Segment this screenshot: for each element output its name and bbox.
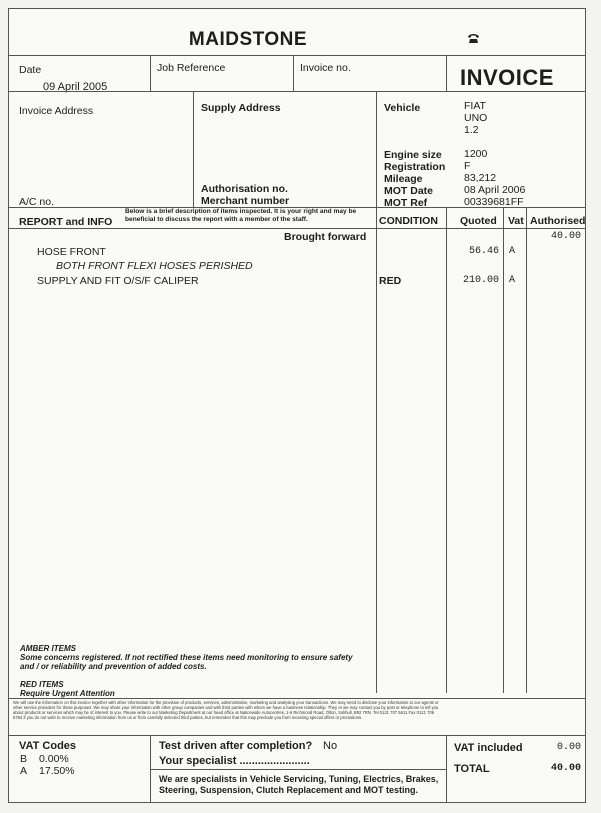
mot-date-label: MOT Date <box>384 185 434 197</box>
mot-date-value: 08 April 2006 <box>464 184 526 196</box>
amber-items-text: Some concerns registered. If not rectified these items need monitoring to ensure safety and / or reliability and prevention of added costs. <box>20 653 353 671</box>
specialist-label: Your specialist ....................... <box>159 755 310 767</box>
amber-items-title: AMBER ITEMS <box>20 644 76 653</box>
vehicle-label: Vehicle <box>384 102 421 114</box>
engine-size-label: Engine size <box>384 149 442 161</box>
invoice-address-label: Invoice Address <box>19 105 94 117</box>
vat-codes-title: VAT Codes <box>19 740 77 752</box>
registration-label: Registration <box>384 161 446 173</box>
total-value: 40.00 <box>550 763 581 774</box>
mot-ref-label: MOT Ref <box>384 197 428 209</box>
invoice-page <box>8 8 586 803</box>
authorisation-label: Authorisation no. <box>201 183 288 195</box>
ac-number-label: A/C no. <box>19 196 55 208</box>
authorised-header: Authorised <box>530 215 586 227</box>
report-note: Below is a brief description of items inspected. It is your right and may be beneficial to discuss the report with a member of the staff. <box>125 208 357 223</box>
date-value: 09 April 2005 <box>43 81 108 93</box>
row-quoted: 56.46 <box>468 246 499 257</box>
engine-size-value: 1200 <box>464 148 488 160</box>
red-items-text: Require Urgent Attention <box>20 689 115 698</box>
supply-address-label: Supply Address <box>201 102 281 114</box>
condition-header: CONDITION <box>379 215 438 227</box>
vat-rate-a: 17.50% <box>39 765 75 777</box>
row-description: BOTH FRONT FLEXI HOSES PERISHED <box>56 260 253 272</box>
report-header: REPORT and INFO <box>19 216 113 228</box>
row-vat: A <box>509 275 516 286</box>
vat-rate-b: 0.00% <box>39 753 69 765</box>
vehicle-make: FIAT <box>464 100 486 112</box>
merchant-number-label: Merchant number <box>201 195 290 207</box>
mileage-value: 83,212 <box>464 172 497 184</box>
invoice-title: INVOICE <box>460 65 554 90</box>
mileage-label: Mileage <box>384 173 423 185</box>
red-items-title: RED ITEMS <box>20 680 64 689</box>
brought-forward-label: Brought forward <box>284 231 367 243</box>
vat-included-value: 0.00 <box>556 742 581 753</box>
quoted-header: Quoted <box>460 215 497 227</box>
vat-included-label: VAT included <box>454 742 523 754</box>
phone-icon <box>467 31 480 49</box>
row-vat: A <box>509 246 516 257</box>
invoice-number-label: Invoice no. <box>300 62 351 74</box>
vehicle-variant: 1.2 <box>464 124 479 136</box>
vat-code-a: A <box>20 765 28 777</box>
company-name: MAIDSTONE <box>188 29 308 50</box>
disclaimer-text: We will use the information on this invoice together with other information for the provision of products, services, administration, marketing and analysing your transactions. We may need to disclose your information to our agents or other service providers for these purposes. We may share your information with other group companies and with third parties with whom we have a business relationship. They or we may contact you by post or telephone to tell you about products or services which may be of interest to you. Please write to our Marketing Department at our head office at Nationwide Autocentres, 1-6 Richmond Road, Olton, Solihull, B92 7RN. Tel 0121 707 5611 Fax 0121 706 6784 if you do not wish to receive marketing information from us or from carefully selected third parties, but remember that this may preclude you from receiving special offers or promotions. <box>13 700 439 720</box>
test-driven-label: Test driven after completion? <box>159 740 313 752</box>
row-description: HOSE FRONT <box>37 246 106 258</box>
specialist-text: We are specialists in Vehicle Servicing, Tuning, Electrics, Brakes, Steering, Suspension, Clutch Replacement and MOT testing. <box>159 774 439 795</box>
job-reference-label: Job Reference <box>157 62 226 74</box>
mot-ref-value: 00339681FF <box>464 196 524 208</box>
registration-value: F <box>464 160 471 172</box>
total-label: TOTAL <box>454 763 490 775</box>
row-condition: RED <box>379 275 402 287</box>
test-driven-value: No <box>323 740 338 752</box>
brought-forward-authorised: 40.00 <box>550 231 581 242</box>
vat-header: Vat <box>508 215 524 227</box>
row-description: SUPPLY AND FIT O/S/F CALIPER <box>37 275 199 287</box>
vehicle-model: UNO <box>464 112 488 124</box>
date-label: Date <box>19 64 42 76</box>
vat-code-b: B <box>20 753 28 765</box>
row-quoted: 210.00 <box>462 275 499 286</box>
